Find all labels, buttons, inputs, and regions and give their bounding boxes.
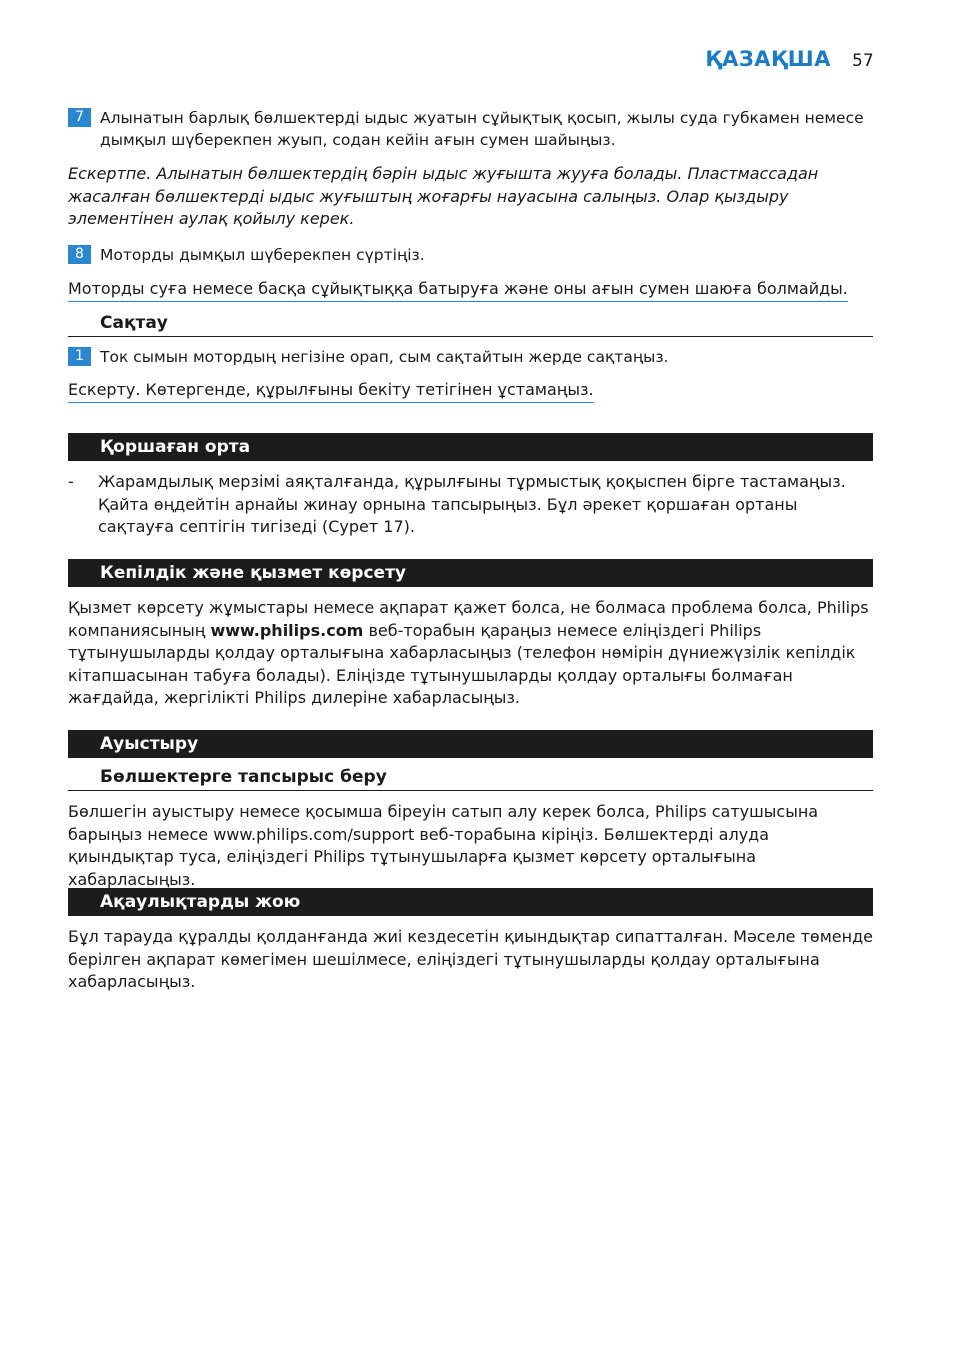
order-parts-heading-label: Бөлшектерге тапсырыс беру	[100, 767, 387, 787]
guarantee-text	[68, 597, 874, 710]
troubleshooting-text: Бұл тарауда құралды қолданғанда жиі кездесетін қиындықтар сипатталған. Мәселе төменде берілген ақпарат көмегімен шешілмесе, еліңіздегі тұтынушыларды қолдау орталығына хабарласыңыз.	[68, 927, 873, 991]
step-number-badge: 7	[68, 108, 91, 127]
note-dishwasher: Ескертпе. Алынатын бөлшектердің бәрін ыдыс жуғышта жууға болады. Пластмассадан жасалған бөлшектерді ыдыс жуғыштың жоғарғы науасына салыңыз. Олар қыздыру элементінен аулақ қойылу керек.	[68, 164, 819, 228]
step-number-badge: 1	[68, 347, 91, 366]
environment-section-bar	[68, 433, 873, 461]
page-number: 57	[852, 51, 874, 71]
environment-heading: Қоршаған орта	[100, 437, 251, 457]
step-text: Ток сымын мотордың негізіне орап, сым сақтайтын жерде сақтаңыз.	[100, 348, 669, 366]
troubleshooting-heading: Ақаулықтарды жою	[100, 892, 301, 912]
replacement-text: Бөлшегін ауыстыру немесе қосымша біреуін сатып алу керек болса, Philips сатушысына барыңыз немесе www.philips.com/support веб-торабына кіріңіз. Бөлшектерді алуда қиындықтар туса, еліңіздегі Philips тұтынушыларға қызмет көрсету орталығына хабарласыңыз.	[68, 802, 819, 889]
order-parts-heading	[68, 766, 873, 791]
replacement-section-bar	[68, 730, 873, 758]
step-text: Алынатын барлық бөлшектерді ыдыс жуатын сұйықтық қосып, жылы суда губкамен немесе дымқыл шүберекпен жуып, содан кейін ағын сумен шайыңыз.	[100, 109, 864, 149]
philips-link[interactable]: www.philips.com	[210, 620, 364, 640]
storage-note: Ескерту. Көтергенде, құрылғыны бекіту тетігінен ұстамаңыз.	[68, 379, 594, 403]
guarantee-text-before: Қызмет көрсету жұмыстары немесе ақпарат қажет болса, не болмаса проблема болса, Philips компаниясының	[68, 598, 869, 640]
storage-heading	[68, 312, 873, 337]
step-8	[68, 244, 874, 266]
environment-item	[68, 471, 874, 539]
guarantee-section-bar	[68, 559, 873, 587]
language-header: ҚАЗАҚША	[705, 47, 831, 71]
step-number-badge: 8	[68, 245, 91, 264]
step-7	[68, 107, 874, 151]
storage-heading-label: Сақтау	[100, 313, 168, 333]
guarantee-heading: Кепілдік және қызмет көрсету	[100, 563, 407, 583]
step-text: Моторды дымқыл шүберекпен сүртіңіз.	[100, 246, 425, 264]
environment-text: Жарамдылық мерзімі аяқталғанда, құрылғыны тұрмыстық қоқыспен бірге тастамаңыз. Қайта өңдейтін арнайы жинау орнына тапсырыңыз. Бұл әрекет қоршаған ортаны сақтауға септігін тигізеді (Сурет 17).	[98, 472, 846, 536]
replacement-heading: Ауыстыру	[100, 734, 199, 754]
troubleshooting-section-bar	[68, 888, 873, 916]
list-dash: -	[68, 472, 74, 491]
warning-motor: Моторды суға немесе басқа сұйықтыққа батыруға және оны ағын сумен шаюға болмайды.	[68, 278, 848, 302]
storage-step-1	[68, 346, 874, 368]
guarantee-text-after: веб-торабын қараңыз немесе еліңіздегі Philips тұтынушыларды қолдау орталығына хабарласыңыз (телефон нөмірін дүниежүзілік кепілдік кітапшасынан табуға болады). Еліңізде тұтынушыларды қолдау орталығы болмаған жағдайда, жергілікті Philips дилеріне хабарласыңыз.	[68, 620, 856, 707]
